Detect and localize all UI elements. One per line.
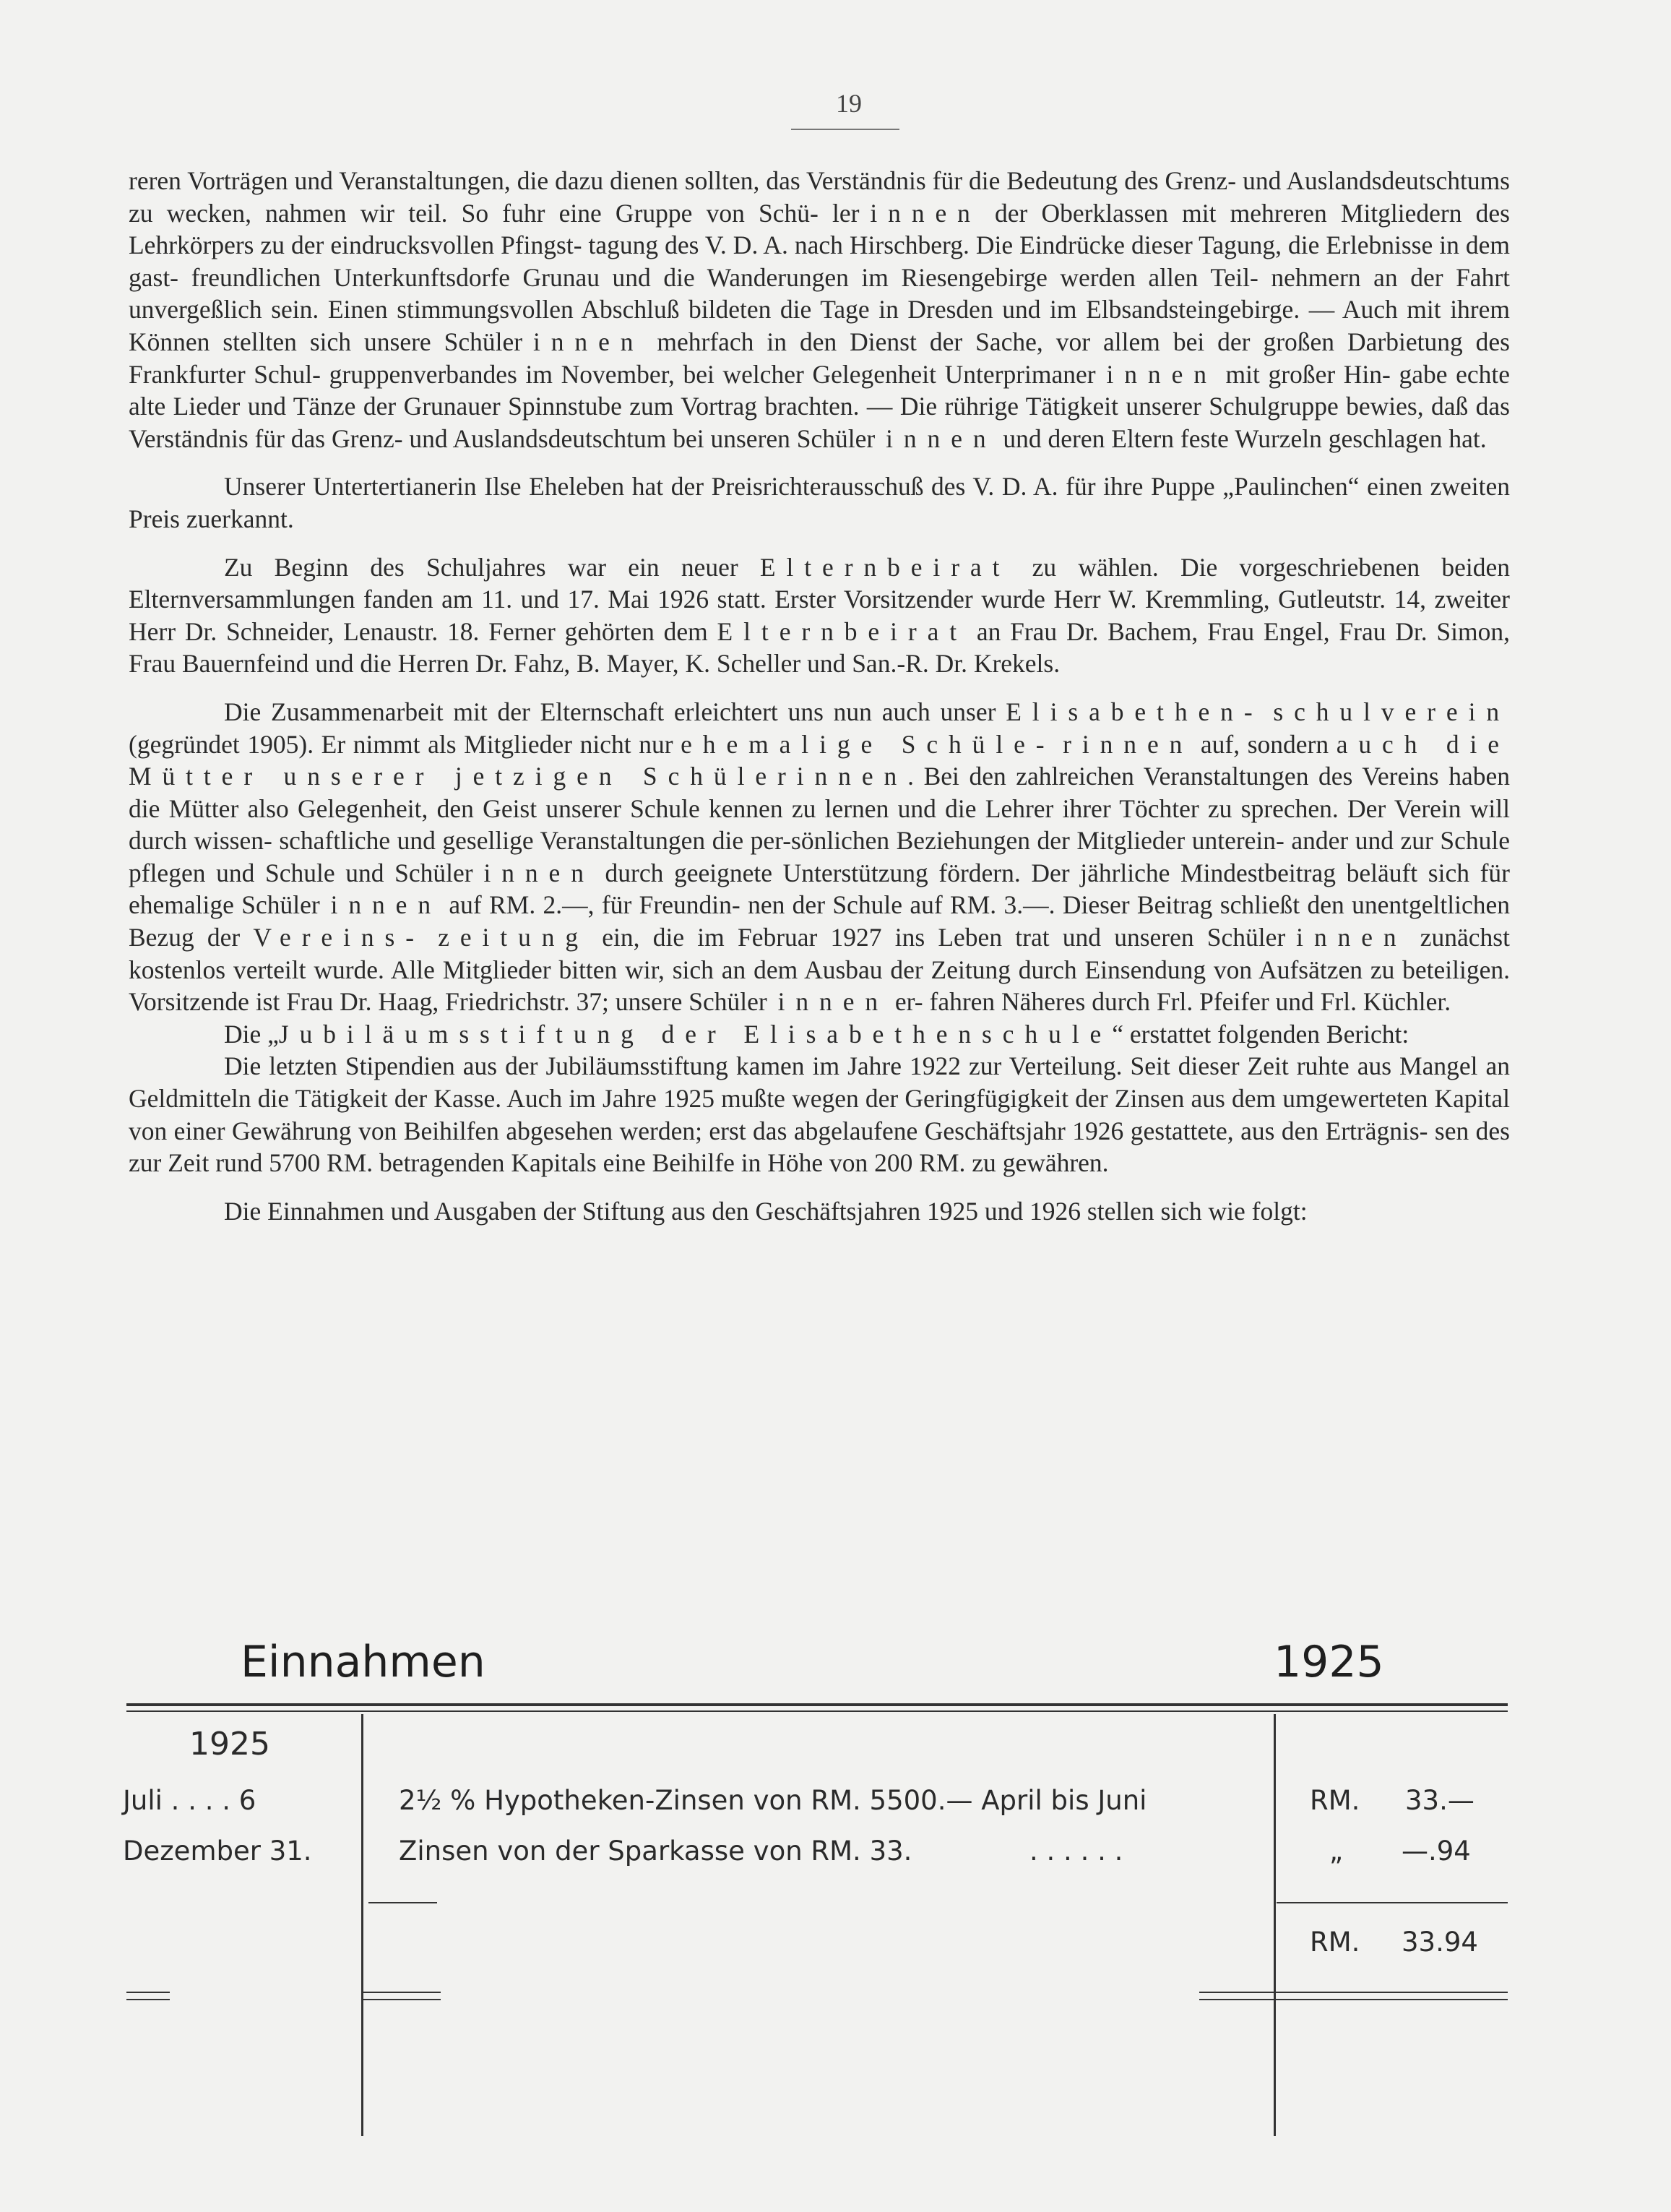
spaced-emphasis: Elternbeirat [759,552,1011,582]
spaced-emphasis: rinnen [1063,729,1193,759]
subtotal-rule-right [1277,1902,1508,1903]
spaced-emphasis: rinnen [758,987,889,1017]
spaced-emphasis: rinnen [850,198,981,228]
table-divider-right [1274,1714,1276,2136]
page-number-rule [791,129,899,130]
total-amount: 33.94 [1402,1927,1478,1958]
body-text [129,165,1510,1227]
row-amount: 33.— [1405,1785,1474,1816]
row-currency: RM. [1310,1785,1360,1816]
table-heading-einnahmen: Einnahmen [241,1637,485,1687]
row-date: Juli . . . . 6 [123,1785,256,1816]
row-date: Dezember 31. [123,1836,312,1867]
paragraph-7: Die Einnahmen und Ausgaben der Stiftung aus den Geschäftsjahren 1925 und 1926 stellen sich wie folgt: [224,1196,1308,1226]
total-rule-right-1 [1199,1992,1508,1993]
total-rule-left-2 [361,1999,441,2000]
paragraph-1: reren Vorträgen und Veranstaltungen, die dazu dienen sollten, das Verständnis für die Bedeutung des Grenz- und Auslandsdeutschtums zu wecken, nahmen wir teil. So fuhr eine Gruppe von Schü- lerinnen der Oberklassen mit mehreren Mitgliedern des Lehrkörpers zu der eindrucksvollen Pfingst- tagung des V. D. A. nach Hirschberg. Die Eindrücke dieser Tagung, die Erlebnisse in dem gast- freundlichen Unterkunftsdorfe Grunau und die Wanderungen im Riesengebirge werden allen Teil- nehmern an der Fahrt unvergeßlich sein. Einen stimmungsvollen Abschluß bildeten die Tage in Dresden und im Elbsandsteingebirge. — Auch mit ihrem Können stellten sich unsere Schülerinnen mehrfach in den Dienst der Sache, vor allem bei der großen Darbietung des Frankfurter Schul- gruppenverbandes im November, bei welcher Gelegenheit Unterprimanerinnen mit großer Hin- gabe echte alte Lieder und Tänze der Grunauer Spinnstube zum Vortrag brachten. — Die rührige Tätigkeit unserer Schulgruppe bewies, daß das Verständnis für das Grenz- und Auslandsdeutschtum bei unseren Schülerinnen und deren Eltern feste Wurzeln geschlagen hat. [129,166,1511,453]
subtotal-rule-left [368,1902,437,1903]
row-leader-dots: . . . . . . [1029,1836,1123,1867]
spaced-emphasis: zeitung [438,923,590,952]
table-heading-year: 1925 [1274,1637,1384,1687]
spaced-emphasis: rinnen [1087,359,1217,389]
spaced-emphasis: rinnen [1277,923,1407,952]
row-amount: —.94 [1402,1836,1471,1867]
spaced-emphasis: Elisabethen- [1006,697,1264,726]
spaced-emphasis: Jubiläumsstiftung der Elisabethenschule [278,1019,1113,1049]
spaced-emphasis: auch die Mütter unserer jetzigen Schülerinnen [129,729,1510,791]
total-rule-right-2 [1199,1999,1508,2000]
spaced-emphasis: Elternbeirat [717,616,968,646]
total-currency: RM. [1310,1927,1360,1958]
table-year-label: 1925 [189,1726,270,1763]
table-top-rule [126,1703,1508,1706]
row-text: Zinsen von der Sparkasse von RM. 33. [399,1836,912,1867]
spaced-emphasis: rinnen [866,423,997,453]
paragraph-6: Die letzten Stipendien aus der Jubiläumsstiftung kamen im Jahre 1922 zur Verteilung. Seit dieser Zeit ruhte aus Mangel an Geldmitteln die Tätigkeit der Kasse. Auch im Jahre 1925 mußte wegen der Geringfügigkeit der Zinsen aus dem umgewerteten Kapital von einer Gewährung von Beihilfen abgesehen werden; erst das abgelaufene Geschäftsjahr 1926 gestattete, aus den Erträgnis- sen des zur Zeit rund 5700 RM. betragenden Kapitals eine Beihilfe in Höhe von 200 RM. zu gewähren. [129,1051,1511,1178]
paragraph-5: Die „Jubiläumsstiftung der Elisabethenschule“ erstattet folgenden Bericht: [224,1019,1409,1049]
table-divider-left [361,1714,363,2136]
spaced-emphasis: rinnen [311,890,442,920]
total-rule-left-1 [361,1992,441,1993]
spaced-emphasis: Vereins- [253,923,425,952]
paragraph-2: Unserer Untertertianerin Ilse Eheleben hat der Preisrichterausschuß des V. D. A. für ihre Puppe „Paulinchen“ einen zweiten Preis zuerkannt. [129,472,1511,533]
spaced-emphasis: rinnen [464,858,595,887]
table-top-rule-thin [126,1710,1508,1712]
spaced-emphasis: rinnen [514,327,644,356]
page-number: 19 [836,89,862,118]
total-rule-far-left-2 [126,1999,170,2000]
total-rule-far-left-1 [126,1992,170,1993]
paragraph-3: Zu Beginn des Schuljahres war ein neuer Elternbeirat zu wählen. Die vorgeschriebenen beiden Elternversammlungen fanden am 11. und 17. Mai 1926 statt. Erster Vorsitzender wurde Herr W. Kremmling, Gutleutstr. 14, zweiter Herr Dr. Schneider, Lenaustr. 18. Ferner gehörten dem Elternbeirat an Frau Dr. Bachem, Frau Engel, Frau Dr. Simon, Frau Bauernfeind und die Herren Dr. Fahz, B. Mayer, K. Scheller und San.-R. Dr. Krekels. [129,552,1511,679]
spaced-emphasis: schulverein [1273,697,1511,726]
spaced-emphasis: ehemalige Schüle- [681,729,1055,759]
row-text: 2½ % Hypotheken-Zinsen von RM. 5500.— April bis Juni [399,1785,1147,1816]
row-currency: „ [1329,1836,1344,1867]
paragraph-4: Die Zusammenarbeit mit der Elternschaft erleichtert uns nun auch unser Elisabethen- schulverein (gegründet 1905). Er nimmt als Mitglieder nicht nur ehemalige Schüle- rinnen auf, sondern auch die Mütter unserer jetzigen Schülerinnen. Bei den zahlreichen Veranstaltungen des Vereins haben die Mütter also Gelegenheit, den Geist unserer Schule kennen zu lernen und die Lehrer ihrer Töchter zu sprechen. Der Verein will durch wissen- schaftliche und gesellige Veranstaltungen die per-sönlichen Beziehungen der Mitglieder unterein- ander und zur Schule pflegen und Schule und Schülerinnen durch geeignete Unterstützung fördern. Der jährliche Mindestbeitrag beläuft sich für ehemalige Schülerinnen auf RM. 2.—, für Freundin- nen der Schule auf RM. 3.—. Dieser Beitrag schließt den unentgeltlichen Bezug der Vereins- zeitung ein, die im Februar 1927 ins Leben trat und unseren Schülerinnen zunächst kostenlos verteilt wurde. Alle Mitglieder bitten wir, sich an dem Ausbau der Zeitung durch Einsendung von Aufsätzen zu beteiligen. Vorsitzende ist Frau Dr. Haag, Friedrichstr. 37; unsere Schülerinnen er- fahren Näheres durch Frl. Pfeifer und Frl. Küchler. [129,697,1511,1017]
